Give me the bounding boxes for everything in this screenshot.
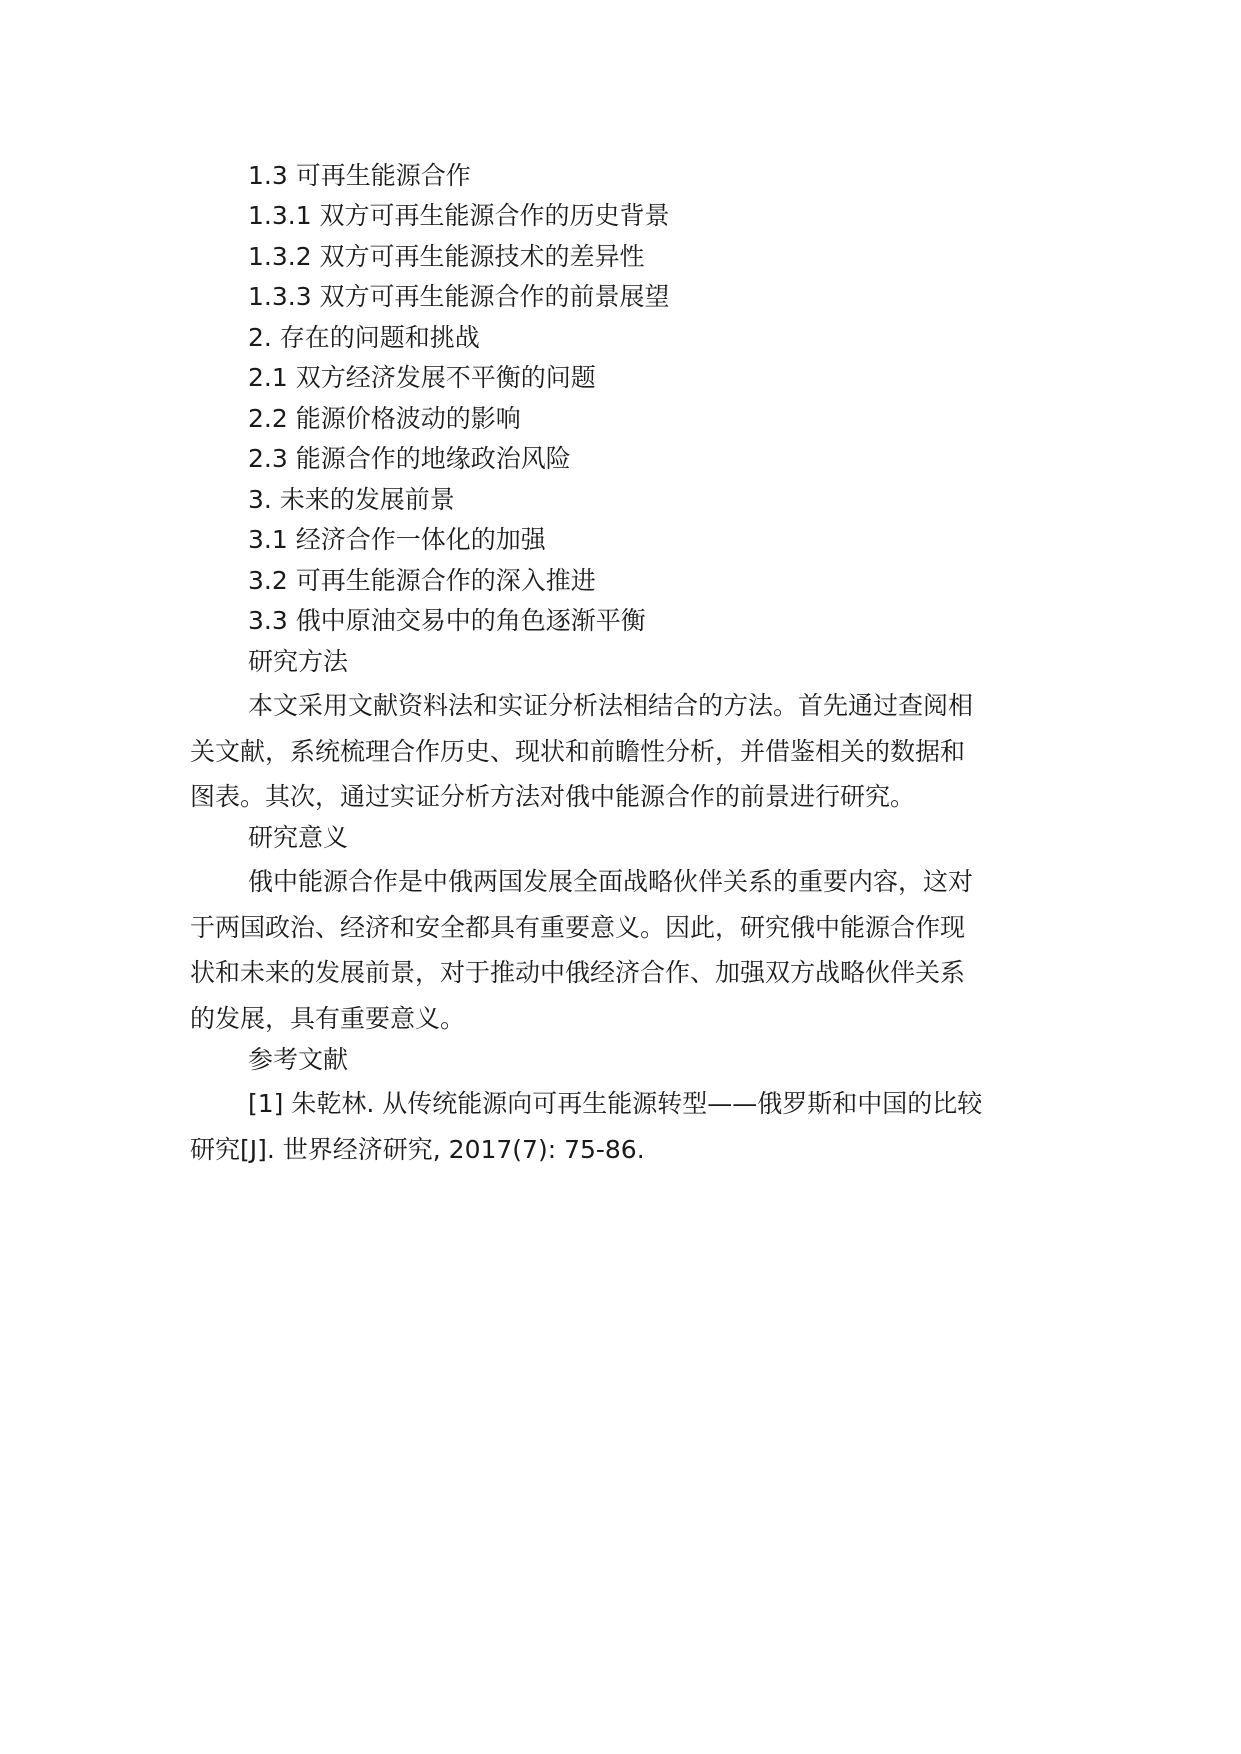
paragraph-line: 于两国政治、经济和安全都具有重要意义。因此，研究俄中能源合作现 [190, 912, 966, 942]
paragraph-line: 本文采用文献资料法和实证分析法相结合的方法。首先通过查阅相 [248, 691, 974, 720]
reference-line: 研究[J]. 世界经济研究, 2017(7): 75-86. [190, 1134, 645, 1164]
paragraph-line: 的发展，具有重要意义。 [190, 1003, 466, 1033]
outline-item: 3. 未来的发展前景 [248, 485, 455, 514]
section-heading-references: 参考文献 [248, 1045, 349, 1074]
outline-item: 2. 存在的问题和挑战 [248, 323, 480, 352]
paragraph-line: 俄中能源合作是中俄两国发展全面战略伙伴关系的重要内容，这对 [248, 867, 974, 896]
outline-item: 3.1 经济合作一体化的加强 [248, 525, 546, 554]
reference-line: [1] 朱乾林. 从传统能源向可再生能源转型——俄罗斯和中国的比较 [248, 1089, 983, 1118]
paragraph-line: 关文献，系统梳理合作历史、现状和前瞻性分析，并借鉴相关的数据和 [190, 736, 966, 766]
outline-item: 1.3.3 双方可再生能源合作的前景展望 [248, 282, 670, 311]
outline-item: 2.2 能源价格波动的影响 [248, 404, 521, 433]
outline-item: 3.3 俄中原油交易中的角色逐渐平衡 [248, 606, 646, 635]
outline-item: 1.3.1 双方可再生能源合作的历史背景 [248, 201, 670, 230]
outline-item: 1.3 可再生能源合作 [248, 161, 471, 190]
outline-item: 3.2 可再生能源合作的深入推进 [248, 566, 596, 595]
outline-item: 2.1 双方经济发展不平衡的问题 [248, 363, 596, 392]
methods-paragraph [190, 683, 1210, 820]
paragraph-line: 状和未来的发展前景，对于推动中俄经济合作、加强双方战略伙伴关系 [190, 958, 966, 987]
section-heading-methods: 研究方法 [248, 647, 349, 676]
reference-item [190, 1081, 1210, 1172]
outline-item: 2.3 能源合作的地缘政治风险 [248, 444, 571, 473]
section-heading-significance: 研究意义 [248, 823, 349, 852]
outline-item: 1.3.2 双方可再生能源技术的差异性 [248, 242, 645, 271]
paragraph-line: 图表。其次，通过实证分析方法对俄中能源合作的前景进行研究。 [190, 782, 916, 811]
significance-paragraph [190, 859, 1210, 1041]
